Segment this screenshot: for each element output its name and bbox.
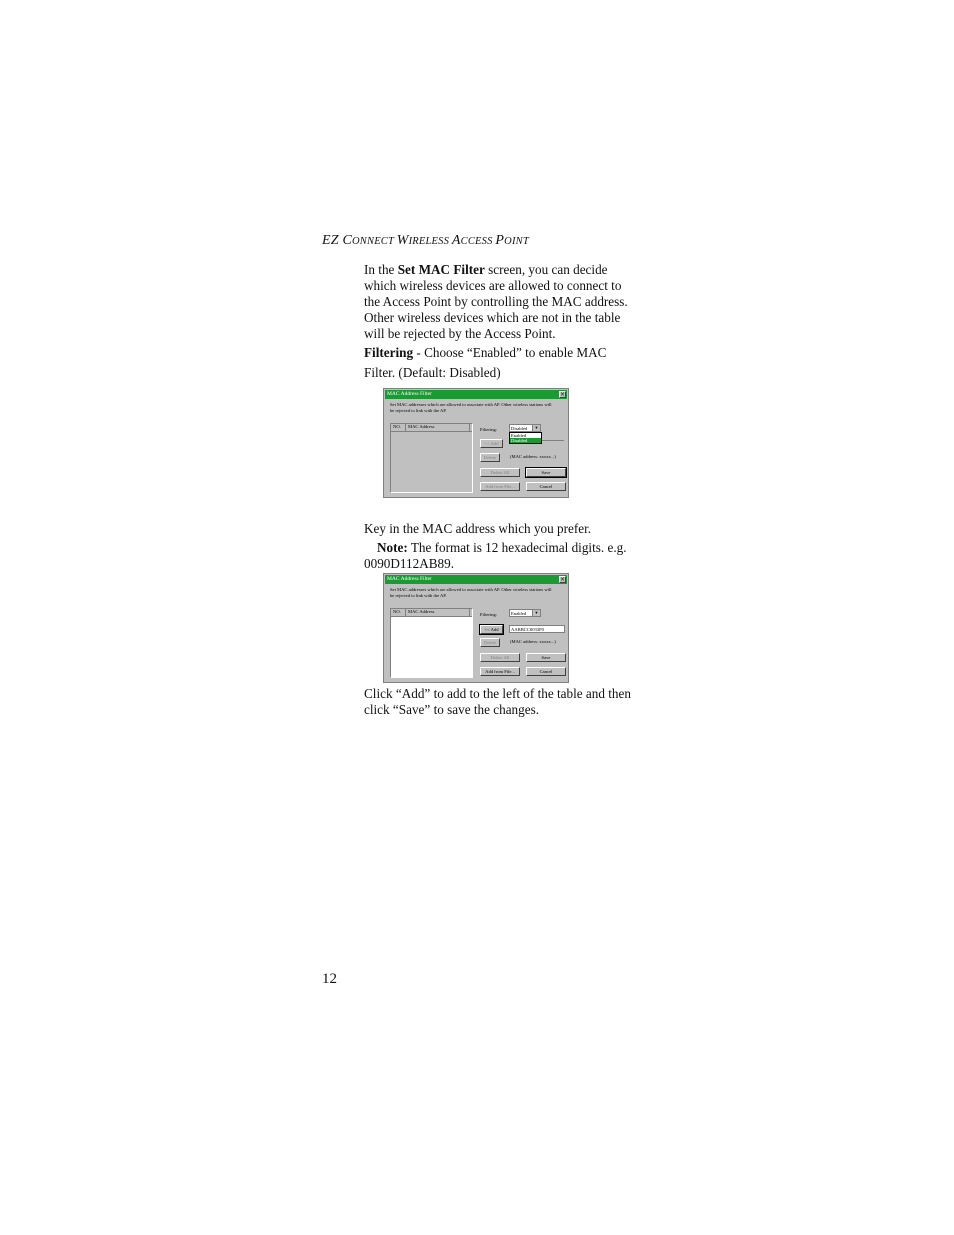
note-paragraph (364, 540, 639, 572)
header-smallcaps: CCESS (460, 236, 496, 247)
filtering-paragraph (364, 345, 639, 361)
delete-button[interactable]: Delete (480, 638, 500, 647)
set-mac-filter-term: Set MAC Filter (397, 262, 485, 277)
filtering-text: - Choose “Enabled” to enable MAC (413, 345, 607, 360)
dialog-title-bar (385, 575, 567, 584)
delete-all-button[interactable]: Delete All (480, 468, 520, 477)
mac-address-input[interactable]: AABBCC0033F0 (509, 625, 565, 633)
click-add-paragraph: Click “Add” to add to the left of the table and then click “Save” to save the changes. (364, 686, 631, 717)
dialog-description: Set MAC addresses which are allowed to associate with AP. Other wireless stations will be rejected to link with the AP. (390, 402, 552, 413)
save-button[interactable]: Save (526, 468, 566, 477)
column-divider (469, 609, 470, 616)
filtering-label: Filtering: (480, 427, 498, 432)
filtering-label: Filtering: (480, 612, 498, 617)
mac-filter-dialog-enabled (383, 573, 569, 683)
key-in-paragraph: Key in the MAC address which you prefer. (364, 521, 592, 536)
add-from-file-button[interactable]: Add from File... (480, 482, 520, 491)
dialog-title: MAC Address Filter (387, 576, 432, 582)
mac-filter-dialog-disabled (383, 388, 569, 498)
header-smallcaps: ONNECT (352, 236, 397, 247)
mac-address-list[interactable] (390, 608, 473, 678)
close-icon[interactable]: × (560, 391, 566, 398)
column-divider (405, 424, 406, 431)
delete-all-button[interactable]: Delete All (480, 653, 520, 662)
col-mac-header[interactable]: MAC Address (408, 609, 435, 614)
filtering-term: Filtering (364, 345, 414, 360)
column-divider (469, 424, 470, 431)
col-no-header[interactable]: NO. (393, 424, 401, 429)
dialog-description: Set MAC addresses which are allowed to associate with AP. Other wireless stations will be rejected to link with the AP. (390, 587, 552, 598)
cancel-button[interactable]: Cancel (526, 482, 566, 491)
close-icon[interactable]: × (560, 576, 566, 583)
list-header (391, 609, 472, 617)
header-smallcaps: IRELESS (408, 236, 452, 247)
column-divider (405, 609, 406, 616)
header-prefix: EZ (322, 233, 343, 248)
header-cap: P (495, 233, 505, 248)
list-header (391, 424, 472, 432)
filtering-select[interactable] (509, 424, 541, 432)
note-label: Note: (377, 540, 408, 555)
chevron-down-icon[interactable]: ▼ (532, 425, 540, 431)
filtering-select[interactable] (509, 609, 541, 617)
mac-format-hint: (MAC address: xxxxx...) (510, 454, 556, 459)
add-button[interactable]: << Add (480, 625, 503, 634)
header-cap: C (342, 233, 352, 248)
header-cap: A (451, 233, 461, 248)
header-smallcaps: OINT (504, 236, 529, 247)
cancel-button[interactable]: Cancel (526, 667, 566, 676)
header-cap: W (396, 233, 409, 248)
mac-format-hint: (MAC address: xxxxx...) (510, 639, 556, 644)
add-from-file-button[interactable]: Add from File... (480, 667, 520, 676)
filtering-value: Disabled (511, 426, 528, 431)
save-button[interactable]: Save (526, 653, 566, 662)
option-disabled[interactable]: Disabled (510, 438, 541, 443)
col-no-header[interactable]: NO. (393, 609, 401, 614)
input-border-fragment (542, 440, 564, 441)
intro-paragraph (364, 262, 639, 342)
chevron-down-icon[interactable]: ▼ (532, 610, 540, 616)
filtering-dropdown[interactable] (509, 432, 542, 444)
note-text: The format is 12 hexadecimal digits. e.g. 0090D112AB89. (364, 540, 627, 571)
intro-text: In the (364, 262, 398, 277)
intro-text-rest: screen, you can decide which wireless devices are allowed to connect to the Access Point by controlling the MAC address. Other wireless devices which are not in the table will be rejected by the Access Point. (364, 262, 628, 341)
dialog-title: MAC Address Filter (387, 391, 432, 397)
page-number: 12 (322, 971, 337, 987)
option-enabled[interactable]: Enabled (511, 433, 527, 438)
running-header (322, 233, 529, 249)
mac-address-list[interactable] (390, 423, 473, 493)
default-paragraph: Filter. (Default: Disabled) (364, 365, 501, 380)
add-button[interactable]: << Add (480, 439, 503, 448)
dialog-title-bar (385, 390, 567, 399)
delete-button[interactable]: Delete (480, 453, 500, 462)
filtering-value: Enabled (511, 611, 527, 616)
col-mac-header[interactable]: MAC Address (408, 424, 435, 429)
